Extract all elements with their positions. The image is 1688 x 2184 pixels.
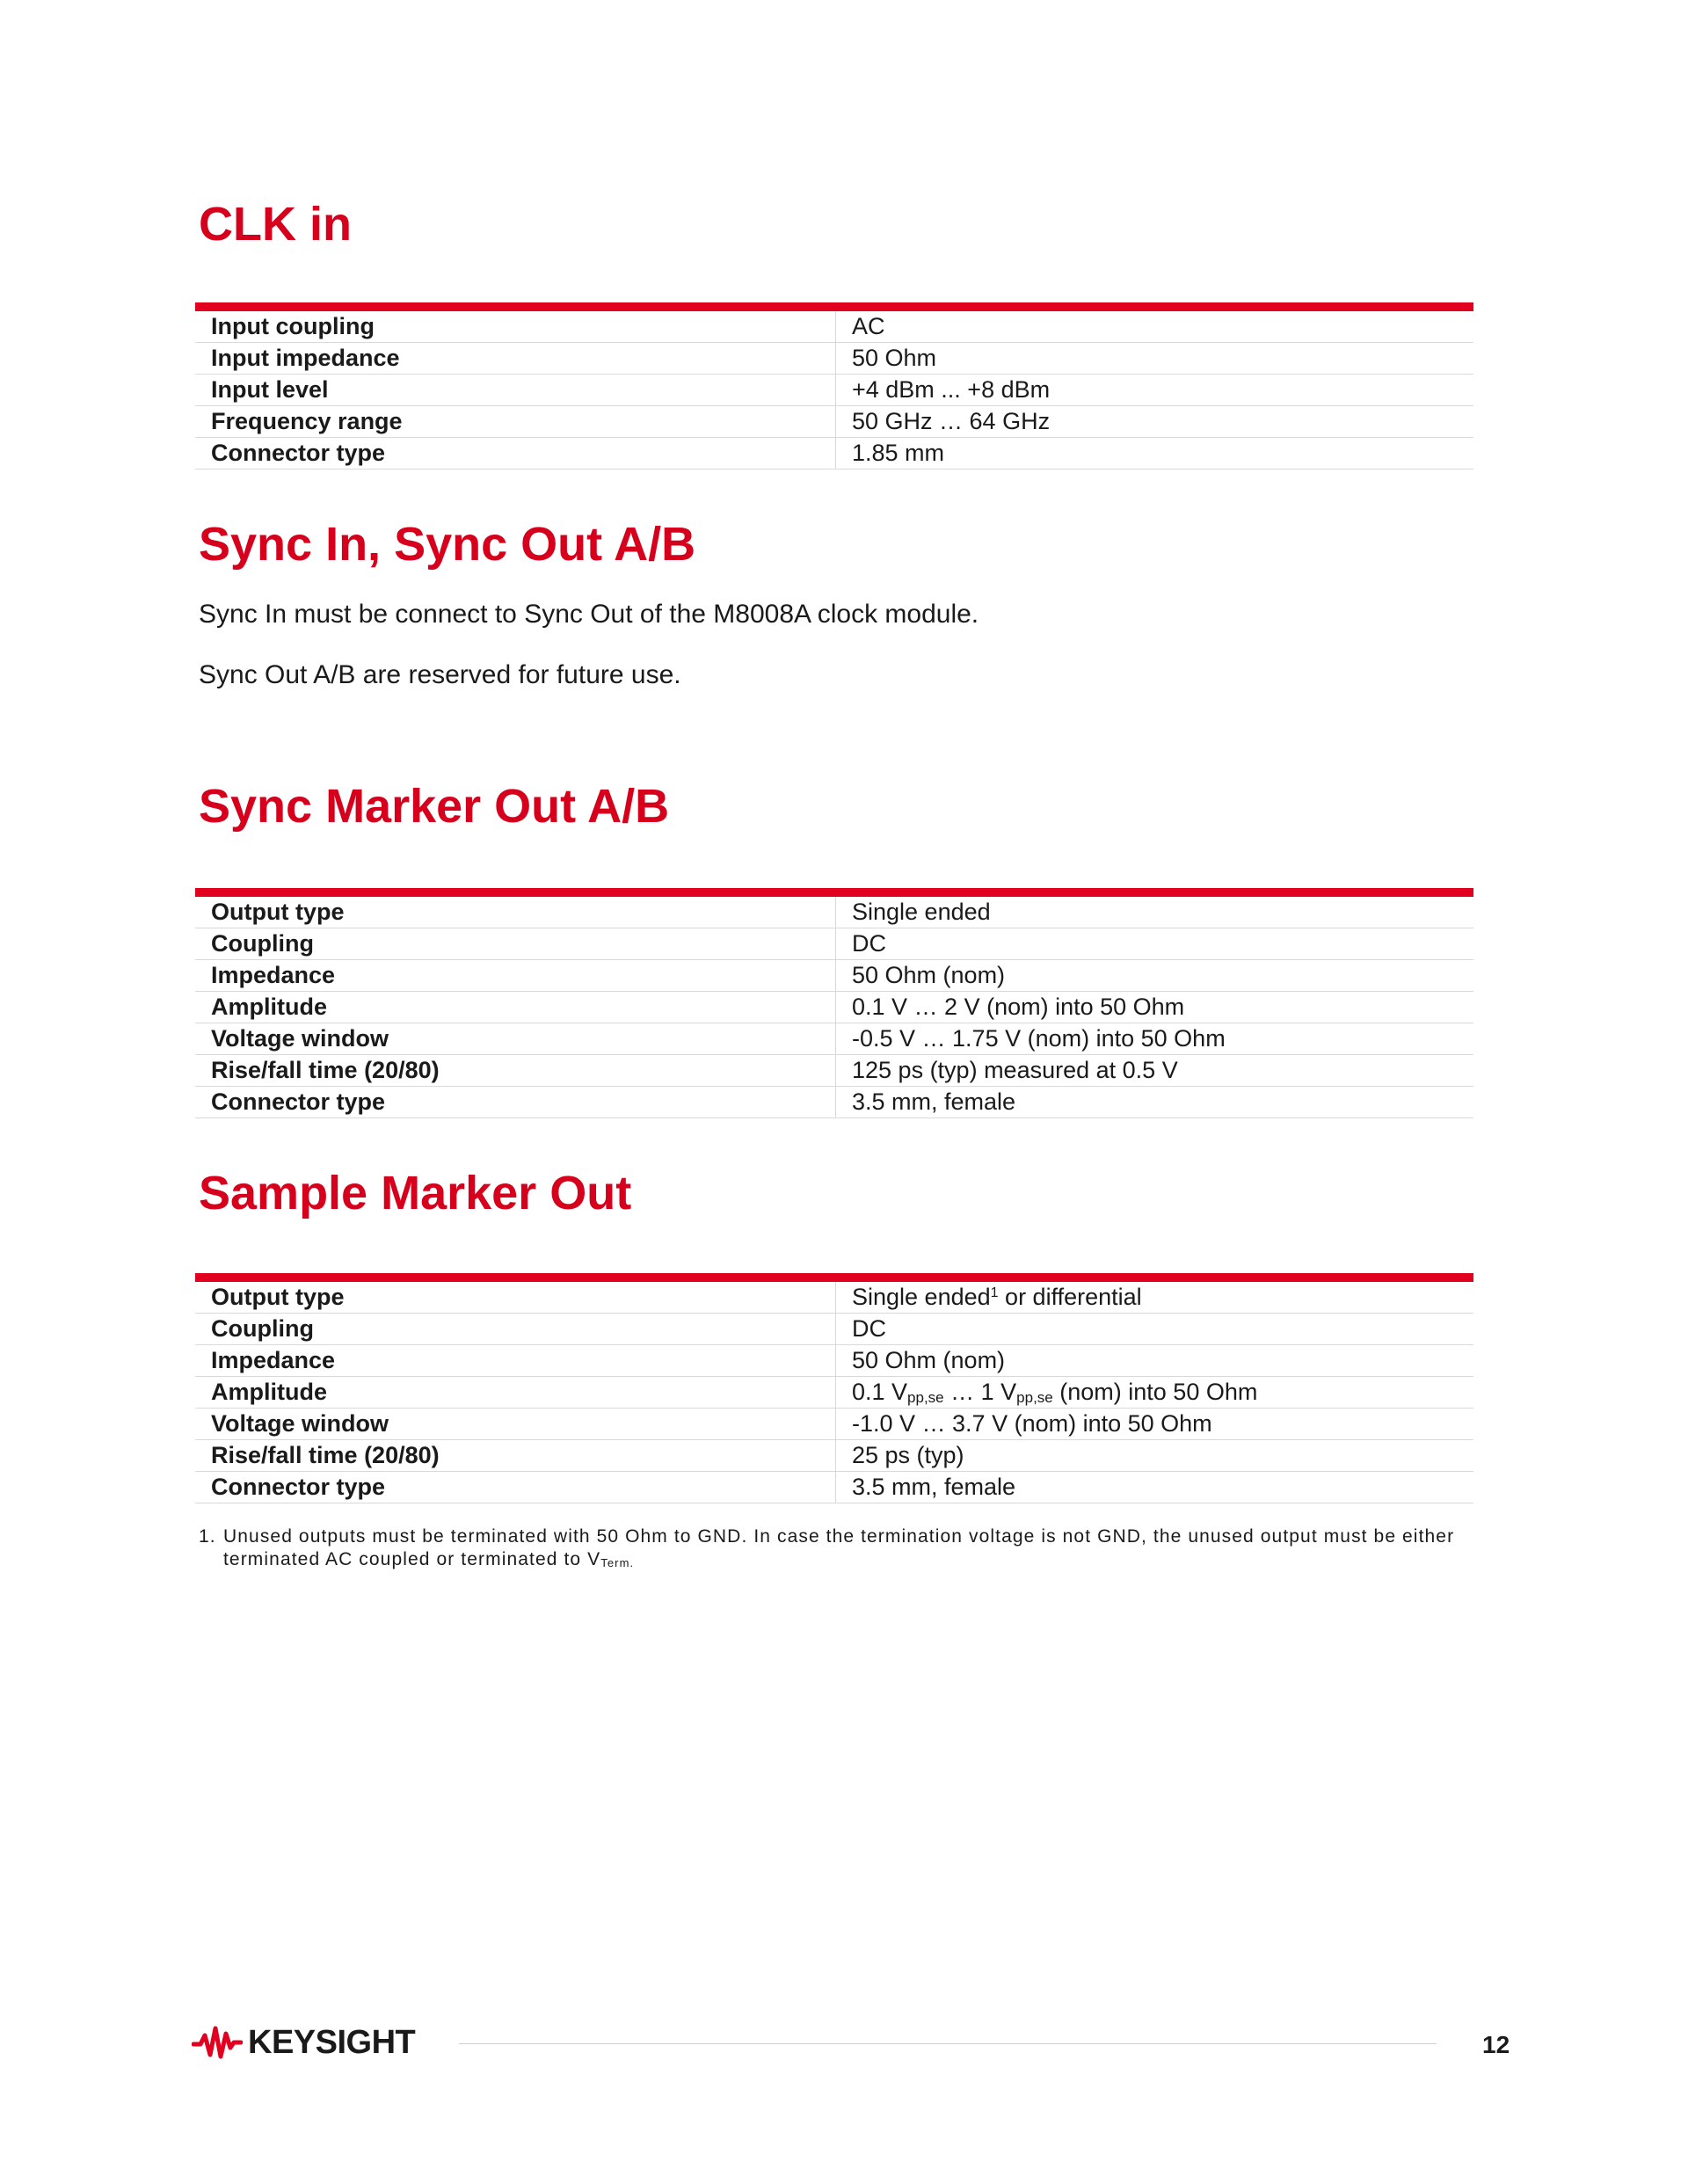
- footnote-subscript: Term.: [600, 1556, 635, 1569]
- spec-value: 3.5 mm, female: [836, 1472, 1474, 1503]
- table-row: [195, 307, 1473, 343]
- table-row: [195, 1278, 1473, 1314]
- spec-value: Single ended: [836, 892, 1474, 928]
- spec-label: Output type: [195, 892, 836, 928]
- spec-value: 50 Ohm (nom): [836, 960, 1474, 992]
- spec-label: Amplitude: [195, 992, 836, 1023]
- table-row: [195, 1377, 1473, 1409]
- spec-value: DC: [836, 1314, 1474, 1345]
- keysight-wave-icon: [192, 2023, 243, 2062]
- spec-label: Frequency range: [195, 406, 836, 438]
- sync-paragraph-2: Sync Out A/B are reserved for future use.: [199, 660, 681, 689]
- footnote-text-block: [199, 1525, 1473, 1575]
- spec-value: -1.0 V … 3.7 V (nom) into 50 Ohm: [836, 1409, 1474, 1440]
- table-row: [195, 1055, 1473, 1087]
- spec-label: Impedance: [195, 960, 836, 992]
- table-row: [195, 960, 1473, 992]
- sync-paragraph-1: Sync In must be connect to Sync Out of the M8008A clock module.: [199, 600, 979, 629]
- spec-label: Connector type: [195, 1087, 836, 1118]
- sample-marker-spec-table: [195, 1273, 1473, 1503]
- footnote: [199, 1525, 1473, 1575]
- table-row: [195, 892, 1473, 928]
- spec-label: Input coupling: [195, 307, 836, 343]
- section-title-sync: Sync In, Sync Out A/B: [199, 518, 696, 571]
- page-number: 12: [1482, 2031, 1510, 2058]
- spec-label: Coupling: [195, 1314, 836, 1345]
- table-row: [195, 1314, 1473, 1345]
- table-row: [195, 1409, 1473, 1440]
- spec-value: DC: [836, 928, 1474, 960]
- table-row: [195, 1472, 1473, 1503]
- spec-label: Output type: [195, 1278, 836, 1314]
- footnote-number: 1.: [199, 1526, 216, 1547]
- value-subscript: pp,se: [907, 1388, 944, 1406]
- spec-label: Connector type: [195, 1472, 836, 1503]
- spec-value: 1.85 mm: [836, 438, 1474, 470]
- spec-label: Coupling: [195, 928, 836, 960]
- spec-value: +4 dBm ... +8 dBm: [836, 375, 1474, 406]
- table-row: [195, 1087, 1473, 1118]
- value-subscript: pp,se: [1016, 1388, 1053, 1406]
- brand-name: KEYSIGHT: [248, 2023, 416, 2061]
- spec-label: Voltage window: [195, 1409, 836, 1440]
- spec-value: [836, 1278, 1474, 1314]
- spec-label: Rise/fall time (20/80): [195, 1055, 836, 1087]
- spec-value: 125 ps (typ) measured at 0.5 V: [836, 1055, 1474, 1087]
- table-row: [195, 1440, 1473, 1472]
- spec-value: 0.1 V … 2 V (nom) into 50 Ohm: [836, 992, 1474, 1023]
- spec-label: Voltage window: [195, 1023, 836, 1055]
- table-row: [195, 928, 1473, 960]
- value-text: or differential: [998, 1284, 1142, 1310]
- section-title-sample-marker-out: Sample Marker Out: [199, 1167, 632, 1219]
- spec-label: Impedance: [195, 1345, 836, 1377]
- footnote-ref: 1: [990, 1285, 999, 1300]
- spec-label: Input level: [195, 375, 836, 406]
- value-text: Single ended: [852, 1284, 991, 1310]
- spec-value: AC: [836, 307, 1474, 343]
- clk-in-spec-table: [195, 302, 1473, 470]
- table-row: [195, 992, 1473, 1023]
- spec-value: [836, 1377, 1474, 1409]
- table-row: [195, 1023, 1473, 1055]
- spec-value: 25 ps (typ): [836, 1440, 1474, 1472]
- table-row: [195, 1345, 1473, 1377]
- footnote-text: Unused outputs must be terminated with 50 Ohm to GND. In case the termination voltage is not GND, the unused output must be either terminated AC coupled or terminated to V: [223, 1526, 1455, 1569]
- spec-value: 3.5 mm, female: [836, 1087, 1474, 1118]
- value-text: 0.1 V: [852, 1378, 908, 1405]
- spec-value: -0.5 V … 1.75 V (nom) into 50 Ohm: [836, 1023, 1474, 1055]
- table-row: [195, 438, 1473, 470]
- spec-value: 50 GHz … 64 GHz: [836, 406, 1474, 438]
- table-row: [195, 343, 1473, 375]
- table-row: [195, 375, 1473, 406]
- spec-label: Rise/fall time (20/80): [195, 1440, 836, 1472]
- spec-label: Input impedance: [195, 343, 836, 375]
- value-text: (nom) into 50 Ohm: [1052, 1378, 1258, 1405]
- keysight-logo: [192, 2022, 415, 2063]
- table-row: [195, 406, 1473, 438]
- value-text: … 1 V: [943, 1378, 1017, 1405]
- spec-value: 50 Ohm (nom): [836, 1345, 1474, 1377]
- section-title-clk-in: CLK in: [199, 198, 352, 251]
- spec-label: Amplitude: [195, 1377, 836, 1409]
- footer-divider: [459, 2043, 1437, 2044]
- sync-marker-spec-table: [195, 888, 1473, 1118]
- spec-label: Connector type: [195, 438, 836, 470]
- spec-value: 50 Ohm: [836, 343, 1474, 375]
- section-title-sync-marker-out: Sync Marker Out A/B: [199, 780, 670, 833]
